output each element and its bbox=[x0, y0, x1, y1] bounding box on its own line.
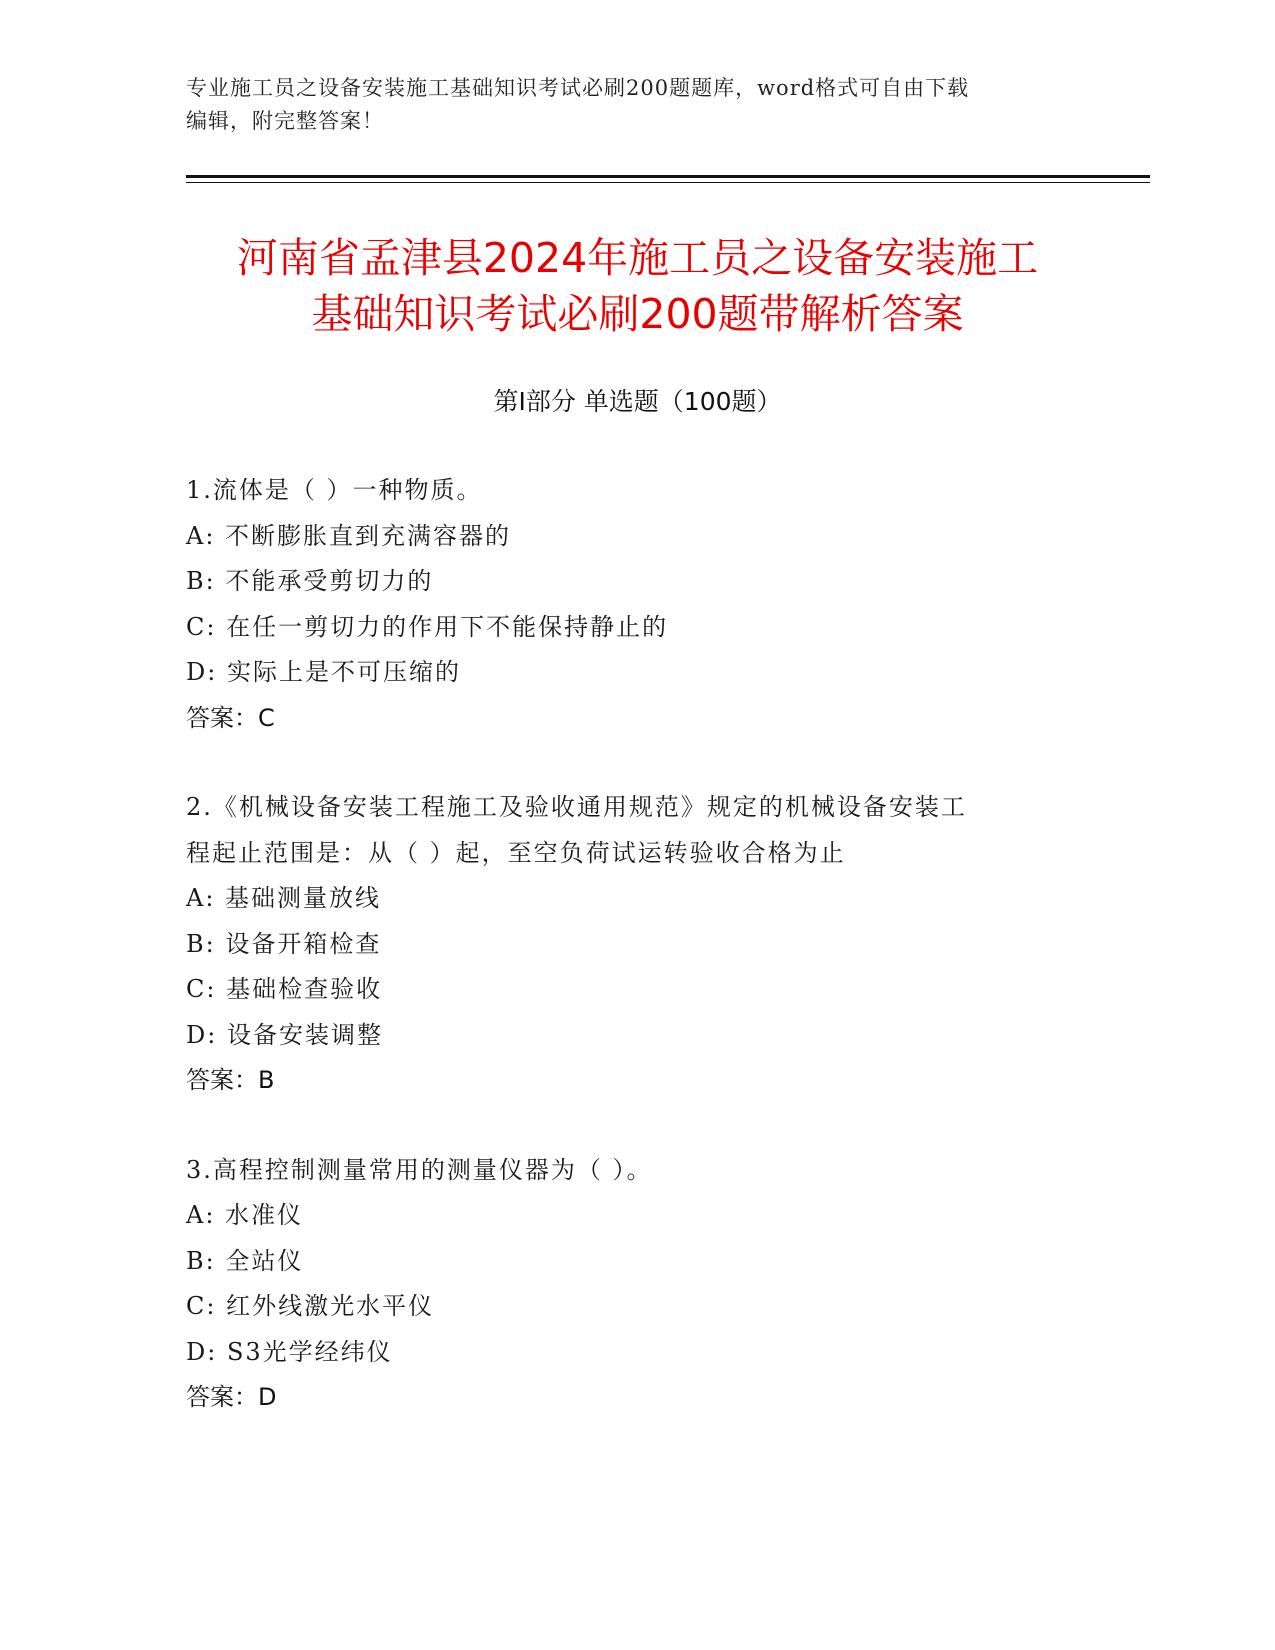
option-c: C: 在任一剪切力的作用下不能保持静止的 bbox=[186, 612, 669, 641]
option-b: B: 全站仪 bbox=[186, 1246, 304, 1275]
question-item bbox=[186, 1148, 1086, 1421]
document-title bbox=[140, 230, 1135, 342]
answer-line: 答案：B bbox=[186, 1066, 275, 1094]
question-item bbox=[186, 468, 1086, 741]
option-a: A: 不断膨胀直到充满容器的 bbox=[186, 521, 512, 550]
option-c: C: 红外线激光水平仪 bbox=[186, 1292, 435, 1320]
document-title-line-2: 基础知识考试必刷200题带解析答案 bbox=[311, 290, 964, 338]
header-divider-thick bbox=[186, 175, 1150, 178]
question-stem: 2.《机械设备安装工程施工及验收通用规范》规定的机械设备安装工 bbox=[186, 793, 967, 821]
option-d: D: 设备安装调整 bbox=[186, 1020, 383, 1049]
option-a: A: 基础测量放线 bbox=[186, 884, 382, 912]
answer-line: 答案：C bbox=[186, 703, 275, 732]
option-c: C: 基础检查验收 bbox=[186, 975, 383, 1003]
section-title: 第Ⅰ部分 单选题（100题） bbox=[493, 387, 782, 416]
question-stem: 3.高程控制测量常用的测量仪器为（ ）。 bbox=[186, 1155, 653, 1184]
question-stem: 1.流体是（ ）一种物质。 bbox=[186, 476, 483, 504]
header-note-line-2: 编辑，附完整答案！ bbox=[186, 109, 384, 133]
question-list bbox=[186, 468, 1086, 1465]
option-a: A: 水准仪 bbox=[186, 1201, 304, 1229]
question-stem-continued: 程起止范围是：从（ ）起，至空负荷试运转验收合格为止 bbox=[186, 838, 846, 867]
header-note-line-1: 专业施工员之设备安装施工基础知识考试必刷200题题库，word格式可自由下载 bbox=[186, 76, 970, 100]
header-divider-thin bbox=[186, 182, 1150, 183]
option-b: B: 设备开箱检查 bbox=[186, 929, 382, 958]
option-d: D: S3光学经纬仪 bbox=[186, 1337, 393, 1366]
document-title-line-1: 河南省孟津县2024年施工员之设备安装施工 bbox=[236, 234, 1039, 282]
question-item bbox=[186, 785, 1086, 1104]
answer-line: 答案：D bbox=[186, 1383, 277, 1411]
option-b: B: 不能承受剪切力的 bbox=[186, 567, 434, 595]
header-note bbox=[186, 72, 1086, 138]
option-d: D: 实际上是不可压缩的 bbox=[186, 658, 461, 686]
